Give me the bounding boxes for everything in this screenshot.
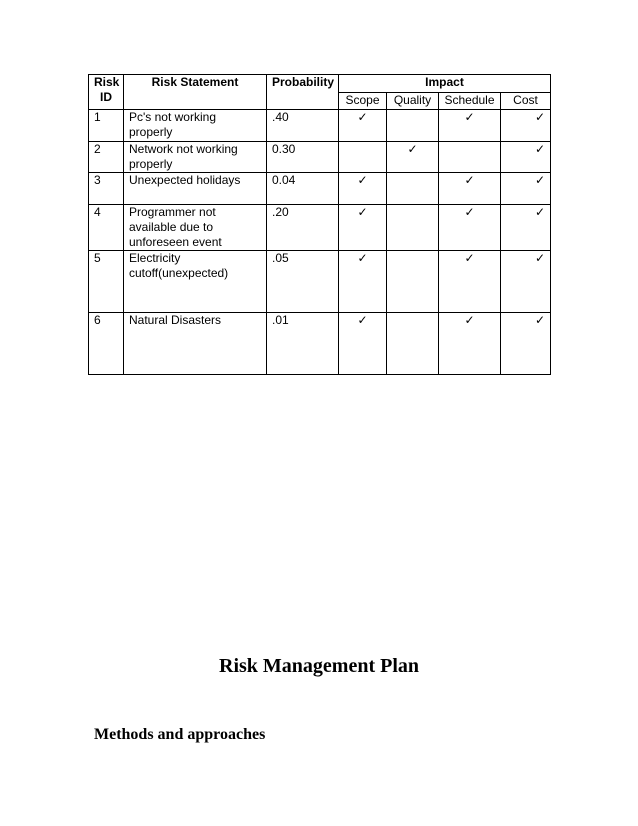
header-schedule: Schedule — [439, 93, 501, 110]
table-row — [89, 110, 551, 142]
header-scope: Scope — [339, 93, 387, 110]
table-row — [89, 251, 551, 313]
table-row — [89, 205, 551, 251]
header-quality: Quality — [387, 93, 439, 110]
quality-check-icon — [387, 205, 439, 251]
risk-id-cell: 5 — [89, 251, 124, 313]
header-row — [89, 75, 551, 93]
cost-check-icon: ✓ — [501, 173, 551, 205]
quality-check-icon — [387, 313, 439, 375]
table-row — [89, 173, 551, 205]
schedule-check-icon: ✓ — [439, 205, 501, 251]
schedule-check-icon: ✓ — [439, 110, 501, 142]
schedule-check-icon — [439, 142, 501, 173]
document-title: Risk Management Plan — [219, 655, 419, 677]
scope-check-icon: ✓ — [339, 251, 387, 313]
cost-check-icon: ✓ — [501, 142, 551, 173]
probability-cell: .20 — [267, 205, 339, 251]
cost-check-icon: ✓ — [501, 251, 551, 313]
risk-id-cell: 6 — [89, 313, 124, 375]
risk-statement-cell: Natural Disasters — [124, 313, 267, 375]
risk-statement-cell: Pc's not working properly — [124, 110, 267, 142]
header-risk-statement: Risk Statement — [124, 75, 267, 110]
scope-check-icon: ✓ — [339, 205, 387, 251]
header-cost: Cost — [501, 93, 551, 110]
cost-check-icon: ✓ — [501, 110, 551, 142]
header-impact: Impact — [339, 75, 551, 93]
risk-id-cell: 1 — [89, 110, 124, 142]
schedule-check-icon: ✓ — [439, 251, 501, 313]
scope-check-icon: ✓ — [339, 110, 387, 142]
cost-check-icon: ✓ — [501, 313, 551, 375]
table-row — [89, 142, 551, 173]
schedule-check-icon: ✓ — [439, 173, 501, 205]
quality-check-icon — [387, 173, 439, 205]
risk-statement-cell: Electricity cutoff(unexpected) — [124, 251, 267, 313]
risk-statement-cell: Programmer not available due to unforeseen event — [124, 205, 267, 251]
probability-cell: .01 — [267, 313, 339, 375]
risk-statement-cell: Network not working properly — [124, 142, 267, 173]
probability-cell: .05 — [267, 251, 339, 313]
quality-check-icon: ✓ — [387, 142, 439, 173]
risk-id-cell: 2 — [89, 142, 124, 173]
probability-cell: 0.04 — [267, 173, 339, 205]
scope-check-icon: ✓ — [339, 313, 387, 375]
scope-check-icon: ✓ — [339, 173, 387, 205]
risk-table — [88, 74, 551, 375]
risk-id-cell: 4 — [89, 205, 124, 251]
table-row — [89, 313, 551, 375]
header-probability: Probability — [267, 75, 339, 110]
risk-id-cell: 3 — [89, 173, 124, 205]
section-heading: Methods and approaches — [94, 726, 266, 743]
probability-cell: 0.30 — [267, 142, 339, 173]
quality-check-icon — [387, 251, 439, 313]
probability-cell: .40 — [267, 110, 339, 142]
schedule-check-icon: ✓ — [439, 313, 501, 375]
risk-statement-cell: Unexpected holidays — [124, 173, 267, 205]
scope-check-icon — [339, 142, 387, 173]
quality-check-icon — [387, 110, 439, 142]
header-risk-id: Risk ID — [89, 75, 124, 110]
cost-check-icon: ✓ — [501, 205, 551, 251]
